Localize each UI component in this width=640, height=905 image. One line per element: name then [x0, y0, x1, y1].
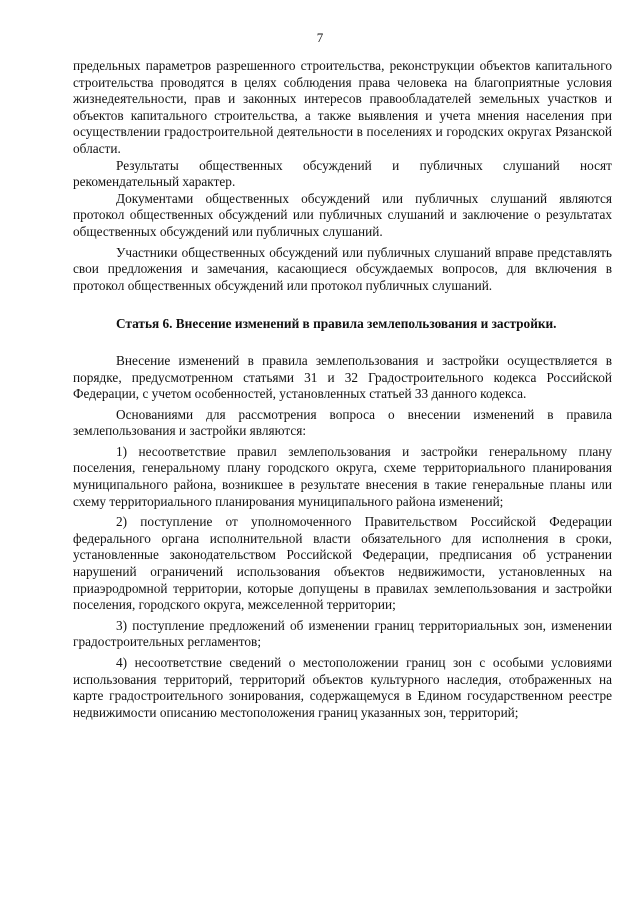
list-item-1: 1) несоответствие правил землепользования и застройки генеральному плану поселения, генеральному плану городского округа, схеме территориального планирования муниципального района, возникшее в результате внесения в такие генеральные планы или схему территориального планирования муниципального района изменений; — [73, 443, 612, 509]
paragraph-grounds: Основаниями для рассмотрения вопроса о внесении изменений в правила землепользования и застройки являются: — [73, 406, 612, 439]
article-6-heading: Статья 6. Внесение изменений в правила землепользования и застройки. — [116, 316, 557, 332]
paragraph-continuation: предельных параметров разрешенного строительства, реконструкции объектов капитального строительства проводятся в целях соблюдения права человека на благоприятные условия жизнедеятельности, прав и законных интересов правообладателей земельных участков и объектов капитального строительства, а также выявления и учета мнения населения при осуществлении градостроительной деятельности в поселениях и городских округах Рязанской области. — [73, 58, 612, 156]
paragraph-results: Результаты общественных обсуждений и публичных слушаний носят рекомендательный характер. — [73, 157, 612, 190]
paragraph-participants: Участники общественных обсуждений или публичных слушаний вправе представлять свои предложения и замечания, касающиеся обсуждаемых вопросов, для включения в протокол общественных обсуждений или протокол публичных слушаний. — [73, 244, 612, 293]
paragraph-documents: Документами общественных обсуждений или публичных слушаний являются протокол общественных обсуждений или публичных слушаний и заключение о результатах общественных обсуждений или публичных слушаний. — [73, 190, 612, 239]
list-item-2: 2) поступление от уполномоченного Правительством Российской Федерации федерального органа исполнительной власти обязательного для исполнения в сроки, установленные законодательством Российской Федерации, предписания об устранении нарушений ограничений использования объектов недвижимости, установленных на приаэродромной территории, которые допущены в правилах землепользования и застройки поселения, городского округа, межселенной территории; — [73, 514, 612, 613]
page-number: 7 — [316, 30, 324, 45]
document-body — [73, 58, 612, 721]
paragraph-amendments: Внесение изменений в правила землепользования и застройки осуществляется в порядке, предусмотренном статьями 31 и 32 Градостроительного кодекса Российской Федерации, с учетом особенностей, установленных статьей 33 данного кодекса. — [73, 352, 612, 402]
list-item-4: 4) несоответствие сведений о местоположении границ зон с особыми условиями использования территорий, территорий объектов культурного наследия, отображенных на карте градостроительного зонирования, содержащемуся в Едином государственном реестре недвижимости описанию местоположения границ указанных зон, территорий; — [73, 655, 612, 720]
list-item-3: 3) поступление предложений об изменении границ территориальных зон, изменении градостроительных регламентов; — [73, 617, 612, 650]
